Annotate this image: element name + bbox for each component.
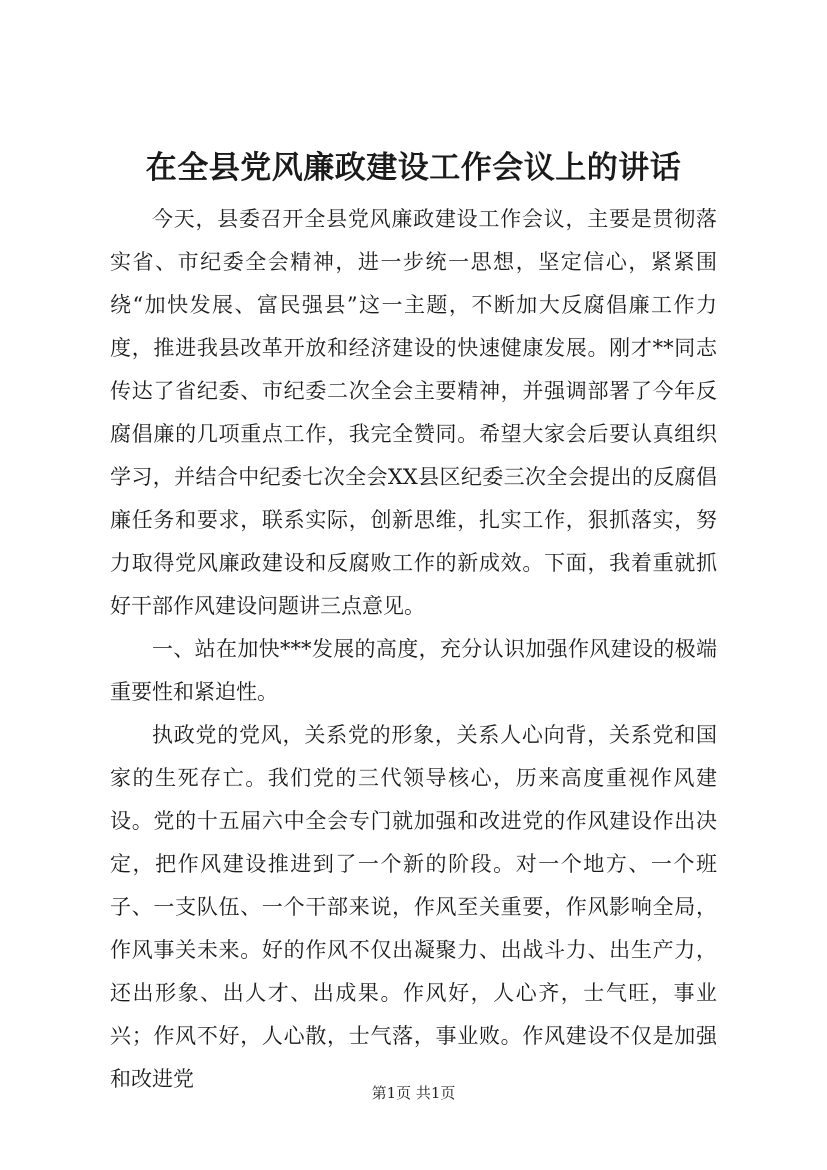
paragraph-section-heading: 一、站在加快***发展的高度，充分认识加强作风建设的极端重要性和紧迫性。 xyxy=(110,637,717,704)
document-title: 在全县党风廉政建设工作会议上的讲话 xyxy=(145,150,682,186)
document-body xyxy=(110,198,717,1101)
paragraph-intro: 今天，县委召开全县党风廉政建设工作会议，主要是贯彻落实省、市纪委全会精神，进一步统一思想，坚定信心，紧紧围绕“加快发展、富民强县”这一主题，不断加大反腐倡廉工作力度，推进我县改革开放和经济建设的快速健康发展。刚才**同志传达了省纪委、市纪委二次全会主要精神，并强调部署了今年反腐倡廉的几项重点工作，我完全赞同。希望大家会后要认真组织学习，并结合中纪委七次全会XX县区纪委三次全会提出的反腐倡廉任务和要求，联系实际，创新思维，扎实工作，狠抓落实，努力取得党风廉政建设和反腐败工作的新成效。下面，我着重就抓好干部作风建设问题讲三点意见。 xyxy=(110,207,717,618)
paragraph-party-style: 执政党的党风，关系党的形象，关系人心向背，关系党和国家的生死存亡。我们党的三代领导核心，历来高度重视作风建设。党的十五届六中全会专门就加强和改进党的作风建设作出决定，把作风建设推进到了一个新的阶段。对一个地方、一个班子、一支队伍、一个干部来说，作风至关重要，作风影响全局，作风事关未来。好的作风不仅出凝聚力、出战斗力、出生产力，还出形象、出人才、出成果。作风好，人心齐，士气旺，事业兴；作风不好，人心散，士气落，事业败。作风建设不仅是加强和改进党 xyxy=(110,723,717,1091)
page-footer: 第1页 共1页 xyxy=(371,1084,456,1102)
